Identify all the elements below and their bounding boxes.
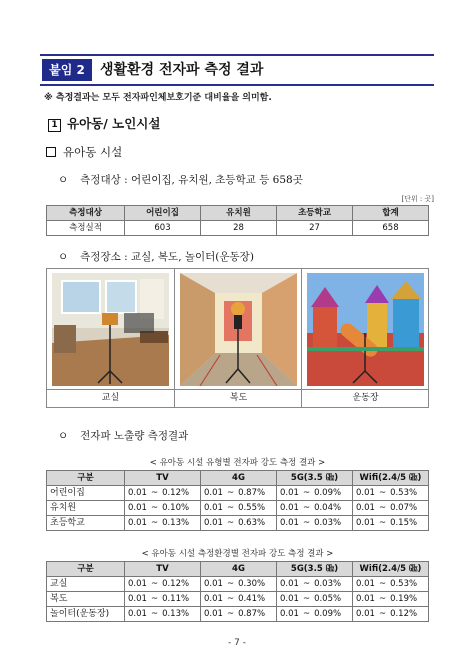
place-line xyxy=(58,249,254,264)
subsection-heading xyxy=(46,144,122,160)
table-row xyxy=(47,501,429,516)
row-label: 초등학교 xyxy=(47,516,125,531)
table1-caption: < 유아동 시설 유형별 전자파 강도 측정 결과 > xyxy=(149,458,326,468)
unit-label: [단위 : 곳] xyxy=(401,195,434,203)
table-header: 구분 xyxy=(47,562,125,577)
classroom-photo xyxy=(52,273,169,386)
row-label: 유치원 xyxy=(47,501,125,516)
count-header: 유치원 xyxy=(201,206,277,221)
photo-cell xyxy=(47,269,174,407)
range-cell: 0.01 ~ 0.15% xyxy=(353,516,429,531)
table2-caption: < 유아동 시설 측정환경별 전자파 강도 측정 결과 > xyxy=(141,549,334,559)
row-label: 놀이터(운동장) xyxy=(47,607,125,622)
range-cell: 0.01 ~ 0.13% xyxy=(125,516,201,531)
table-header: Wifi(2.4/5 ㎓) xyxy=(353,471,429,486)
count-header: 어린이집 xyxy=(125,206,201,221)
range-cell: 0.01 ~ 0.53% xyxy=(353,486,429,501)
range-cell: 0.01 ~ 0.10% xyxy=(125,501,201,516)
table-header: 4G xyxy=(201,562,277,577)
count-cell: 측정실적 xyxy=(47,221,125,236)
range-cell: 0.01 ~ 0.12% xyxy=(125,486,201,501)
attachment-badge: 붙임 2 xyxy=(42,59,92,81)
playground-photo xyxy=(307,273,424,386)
table-header: 4G xyxy=(201,471,277,486)
range-cell: 0.01 ~ 0.12% xyxy=(125,577,201,592)
range-cell: 0.01 ~ 0.03% xyxy=(277,577,353,592)
table-row xyxy=(47,577,429,592)
row-label: 복도 xyxy=(47,592,125,607)
range-cell: 0.01 ~ 0.55% xyxy=(201,501,277,516)
section-number: 1 xyxy=(48,119,61,132)
count-header: 초등학교 xyxy=(277,206,353,221)
count-header: 합계 xyxy=(353,206,429,221)
target-text: 측정대상 : 어린이집, 유치원, 초등학교 등 658곳 xyxy=(80,174,303,186)
count-cell: 28 xyxy=(201,221,277,236)
range-cell: 0.01 ~ 0.87% xyxy=(201,486,277,501)
target-line xyxy=(58,172,303,187)
table-header: 구분 xyxy=(47,471,125,486)
photo-grid xyxy=(46,268,429,408)
exposure-text: 전자파 노출량 측정결과 xyxy=(80,430,189,442)
hallway-photo xyxy=(180,273,297,386)
subsection-title: 유아동 시설 xyxy=(63,145,123,159)
count-table xyxy=(46,205,429,236)
row-label: 어린이집 xyxy=(47,486,125,501)
bullet-circle-icon: ㅇ xyxy=(58,251,69,263)
exposure-line xyxy=(58,428,188,443)
table-row xyxy=(47,607,429,622)
range-cell: 0.01 ~ 0.05% xyxy=(277,592,353,607)
table-row xyxy=(47,592,429,607)
row-label: 교실 xyxy=(47,577,125,592)
environment-exposure-table xyxy=(46,561,429,622)
count-cell: 603 xyxy=(125,221,201,236)
range-cell: 0.01 ~ 0.11% xyxy=(125,592,201,607)
checkbox-square-icon xyxy=(46,147,56,157)
photo-caption: 복도 xyxy=(175,389,302,407)
range-cell: 0.01 ~ 0.41% xyxy=(201,592,277,607)
range-cell: 0.01 ~ 0.63% xyxy=(201,516,277,531)
table-header: Wifi(2.4/5 ㎓) xyxy=(353,562,429,577)
page-number: - 7 - xyxy=(228,638,246,648)
page-header xyxy=(40,54,434,86)
place-text: 측정장소 : 교실, 복도, 놀이터(운동장) xyxy=(80,251,254,263)
range-cell: 0.01 ~ 0.03% xyxy=(277,516,353,531)
photo-cell xyxy=(174,269,301,407)
section-title: 유아동/ 노인시설 xyxy=(67,116,161,131)
section-heading xyxy=(48,114,160,132)
range-cell: 0.01 ~ 0.04% xyxy=(277,501,353,516)
table-header: 5G(3.5 ㎓) xyxy=(277,562,353,577)
table-header: TV xyxy=(125,562,201,577)
range-cell: 0.01 ~ 0.87% xyxy=(201,607,277,622)
range-cell: 0.01 ~ 0.30% xyxy=(201,577,277,592)
photo-cell xyxy=(301,269,428,407)
range-cell: 0.01 ~ 0.07% xyxy=(353,501,429,516)
bullet-circle-icon: ㅇ xyxy=(58,430,69,442)
photo-caption: 운동장 xyxy=(302,389,429,407)
type-exposure-table xyxy=(46,470,429,531)
range-cell: 0.01 ~ 0.53% xyxy=(353,577,429,592)
range-cell: 0.01 ~ 0.09% xyxy=(277,486,353,501)
page-title: 생활환경 전자파 측정 결과 xyxy=(100,62,264,78)
bullet-circle-icon: ㅇ xyxy=(58,174,69,186)
count-cell: 658 xyxy=(353,221,429,236)
photo-caption: 교실 xyxy=(47,389,174,407)
table-row xyxy=(47,516,429,531)
range-cell: 0.01 ~ 0.12% xyxy=(353,607,429,622)
note-text: ※ 측정결과는 모두 전자파인체보호기준 대비율을 의미함. xyxy=(44,93,272,103)
table-header: TV xyxy=(125,471,201,486)
count-cell: 27 xyxy=(277,221,353,236)
count-header: 측정대상 xyxy=(47,206,125,221)
range-cell: 0.01 ~ 0.13% xyxy=(125,607,201,622)
table-header: 5G(3.5 ㎓) xyxy=(277,471,353,486)
range-cell: 0.01 ~ 0.19% xyxy=(353,592,429,607)
range-cell: 0.01 ~ 0.09% xyxy=(277,607,353,622)
table-row xyxy=(47,486,429,501)
